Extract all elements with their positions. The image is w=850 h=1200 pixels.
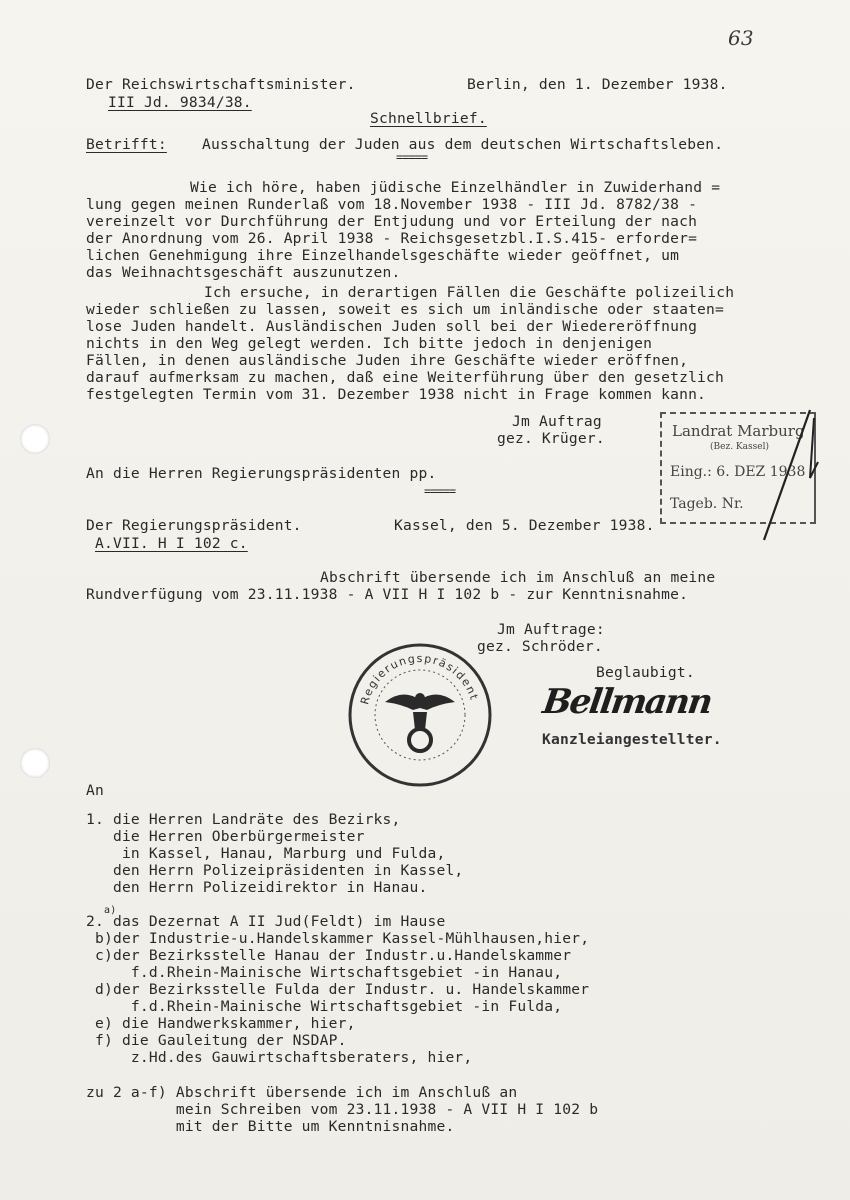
- closing-line: mein Schreiben vom 23.11.1938 - A VII H I 102 b: [86, 1101, 599, 1118]
- place-date: Berlin, den 1. Dezember 1938.: [467, 76, 728, 93]
- signature-line: gez. Schröder.: [477, 638, 603, 655]
- list-item: den Herrn Polizeidirektor in Hanau.: [86, 879, 428, 896]
- list-item: 1. die Herren Landräte des Bezirks,: [86, 811, 401, 828]
- signature-line: Jm Auftrage:: [497, 621, 605, 638]
- closing-line: zu 2 a-f) Abschrift übersende ich im Anschluß an: [86, 1084, 518, 1101]
- body-line: Abschrift übersende ich im Anschluß an meine: [320, 569, 716, 586]
- punch-hole: [20, 424, 50, 454]
- list-item: f.d.Rhein-Mainische Wirtschaftsgebiet -in Fulda,: [86, 998, 563, 1015]
- list-item: den Herrn Polizeipräsidenten in Kassel,: [86, 862, 464, 879]
- body-line: vereinzelt vor Durchführung der Entjudung und vor Erteilung der nach: [86, 213, 698, 230]
- subject-label: Betrifft:: [86, 136, 167, 153]
- list-item: f.d.Rhein-Mainische Wirtschaftsgebiet -in Hanau,: [86, 964, 563, 981]
- stamp-line: Tageb. Nr.: [670, 496, 744, 512]
- body-line: Ich ersuche, in derartigen Fällen die Geschäfte polizeilich: [204, 284, 735, 301]
- reference-number-2: A.VII. H I 102 c.: [95, 535, 248, 552]
- body-line: darauf aufmerksam zu machen, daß eine Weiterführung über den gesetzlich: [86, 369, 725, 386]
- body-line: wieder schließen zu lassen, soweit es sich um inländische oder staaten=: [86, 301, 725, 318]
- body-line: lose Juden handelt. Ausländischen Juden soll bei der Wiedereröffnung: [86, 318, 698, 335]
- divider: =====: [424, 484, 456, 498]
- place-date-2: Kassel, den 5. Dezember 1938.: [394, 517, 655, 534]
- punch-hole: [20, 748, 50, 778]
- list-item: in Kassel, Hanau, Marburg und Fulda,: [86, 845, 446, 862]
- handwritten-mark: [752, 400, 822, 550]
- reference-number: III Jd. 9834/38.: [108, 94, 252, 111]
- stamp-line: Eing.: 6. DEZ 1938: [670, 464, 806, 480]
- list-item: 2. das Dezernat A II Jud(Feldt) im Hause: [86, 913, 446, 930]
- list-item: d)der Bezirksstelle Fulda der Industr. u. Handelskammer: [86, 981, 590, 998]
- body-line: lichen Genehmigung ihre Einzelhandelsgeschäfte wieder geöffnet, um: [86, 247, 680, 264]
- list-item: c)der Bezirksstelle Hanau der Industr.u.Handelskammer: [86, 947, 572, 964]
- sender-2: Der Regierungspräsident.: [86, 517, 302, 534]
- signer-title: Kanzleiangestellter.: [542, 731, 722, 748]
- page-number: 63: [728, 26, 754, 50]
- divider: =====: [396, 150, 428, 164]
- handwritten-signature: Bellmann: [540, 682, 714, 722]
- addressee: An die Herren Regierungspräsidenten pp.: [86, 465, 437, 482]
- list-item: e) die Handwerkskammer, hier,: [86, 1015, 356, 1032]
- closing-line: mit der Bitte um Kenntnisnahme.: [86, 1118, 455, 1135]
- list-item: die Herren Oberbürgermeister: [86, 828, 365, 845]
- body-line: lung gegen meinen Runderlaß vom 18.November 1938 - III Jd. 8782/38 -: [86, 196, 698, 213]
- body-line: festgelegten Termin vom 31. Dezember 1938 nicht in Frage kommen kann.: [86, 386, 707, 403]
- body-line: der Anordnung vom 26. April 1938 - Reichsgesetzbl.I.S.415- erforder=: [86, 230, 698, 247]
- official-seal-icon: [345, 640, 495, 790]
- stamp-line: (Bez. Kassel): [710, 442, 769, 452]
- note-superscript: a): [104, 905, 117, 916]
- seal-text: Regierungspräsident: [358, 651, 481, 706]
- body-line: das Weihnachtsgeschäft auszunutzen.: [86, 264, 401, 281]
- subject: Ausschaltung der Juden aus dem deutschen Wirtschaftsleben.: [202, 136, 724, 153]
- signature-line: gez. Krüger.: [497, 430, 605, 447]
- distribution-heading: An: [86, 782, 104, 799]
- body-line: Fällen, in denen ausländische Juden ihre Geschäfte wieder eröffnen,: [86, 352, 689, 369]
- body-line: nichts in den Weg gelegt werden. Ich bitte jedoch in denjenigen: [86, 335, 653, 352]
- body-line: Wie ich höre, haben jüdische Einzelhändler in Zuwiderhand =: [190, 179, 721, 196]
- certified-label: Beglaubigt.: [596, 664, 695, 681]
- signature-line: Jm Auftrag: [512, 413, 602, 430]
- list-item: f) die Gauleitung der NSDAP.: [86, 1032, 347, 1049]
- list-item: z.Hd.des Gauwirtschaftsberaters, hier,: [86, 1049, 473, 1066]
- document-type: Schnellbrief.: [370, 110, 487, 127]
- stamp-line: Landrat Marburg: [672, 422, 805, 440]
- body-line: Rundverfügung vom 23.11.1938 - A VII H I 102 b - zur Kenntnisnahme.: [86, 586, 689, 603]
- list-item: b)der Industrie-u.Handelskammer Kassel-Mühlhausen,hier,: [86, 930, 590, 947]
- sender: Der Reichswirtschaftsminister.: [86, 76, 356, 93]
